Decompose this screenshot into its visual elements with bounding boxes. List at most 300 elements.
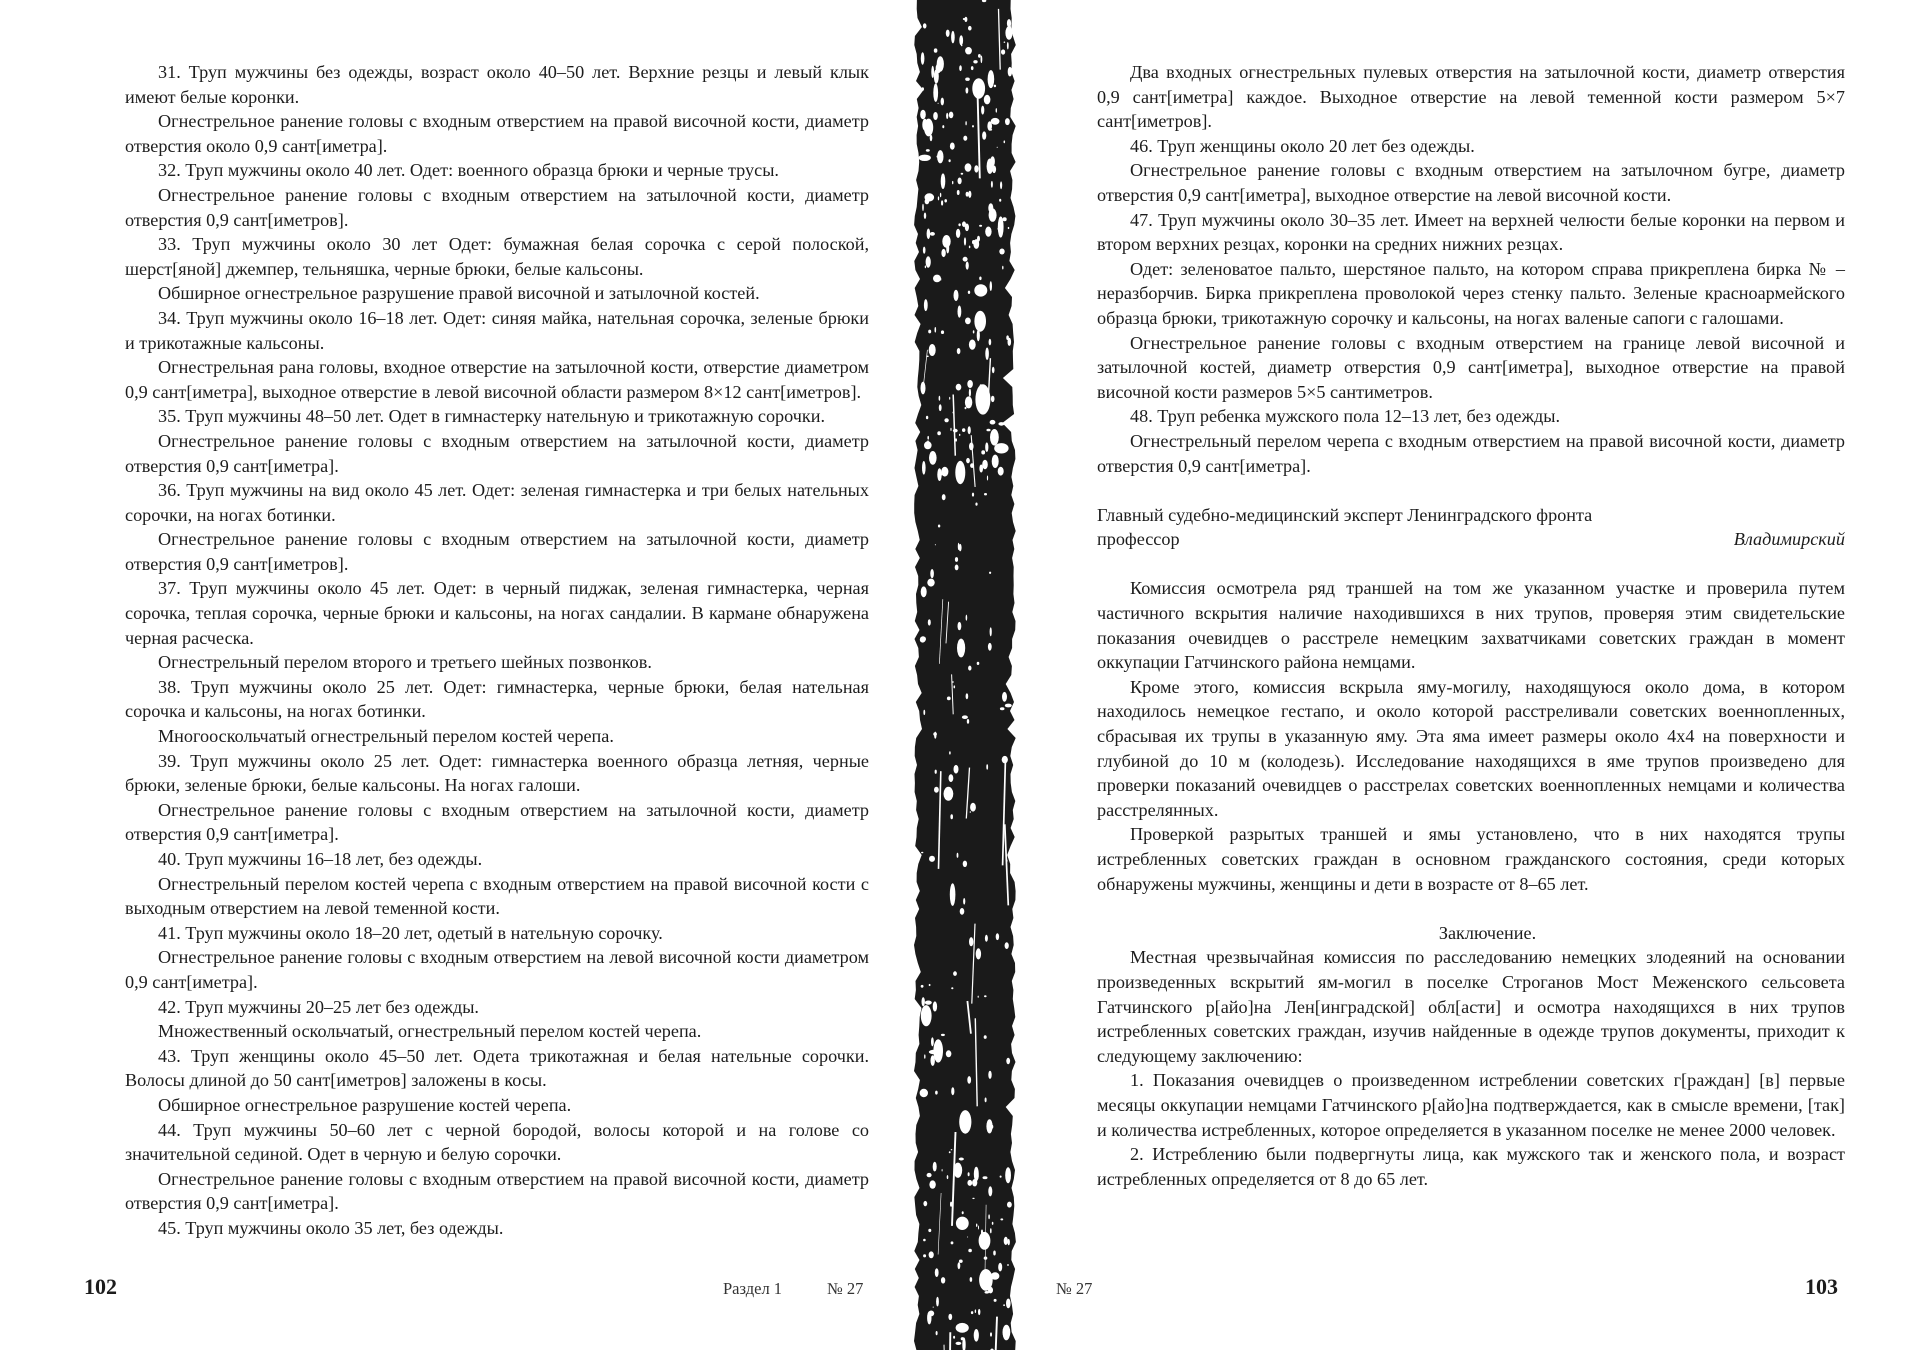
paragraph: 36. Труп мужчины на вид около 45 лет. Одет: зеленая гимнастерка и три белых нательных сорочки, на ногах ботинки.: [125, 480, 869, 525]
grunge-speck: [999, 249, 1004, 255]
grunge-speck: [1007, 1264, 1009, 1266]
grunge-speck: [923, 710, 925, 715]
grunge-speck: [959, 35, 963, 45]
grunge-speck: [963, 861, 967, 867]
grunge-speck: [923, 23, 927, 28]
grunge-speck: [998, 1263, 1002, 1272]
grunge-speck: [1004, 1237, 1008, 1245]
grunge-speck: [956, 1323, 969, 1333]
grunge-speck: [987, 121, 992, 130]
grunge-speck: [1008, 227, 1010, 229]
grunge-speck: [965, 407, 967, 410]
grunge-speck: [928, 619, 931, 625]
grunge-speck: [1002, 266, 1003, 270]
grunge-speck: [957, 348, 961, 354]
grunge-speck: [1000, 1218, 1003, 1220]
grunge-speck: [991, 181, 993, 188]
grunge-speck: [934, 732, 936, 739]
grunge-speck: [968, 1249, 972, 1253]
grunge-speck: [935, 770, 937, 774]
grunge-speck: [957, 190, 960, 195]
grunge-speck: [935, 1091, 938, 1095]
grunge-speck: [938, 525, 940, 528]
grunge-speck: [921, 586, 927, 597]
grunge-speck: [937, 468, 941, 481]
grunge-speck: [981, 450, 985, 454]
grunge-speck: [1003, 1304, 1005, 1306]
right-page: [1020, 0, 1920, 1355]
grunge-speck: [932, 1185, 935, 1187]
grunge-speck: [929, 344, 936, 356]
grunge-speck: [976, 948, 981, 959]
signature-title: профессор: [1097, 529, 1180, 550]
grunge-speck: [951, 987, 953, 989]
grunge-speck: [933, 1307, 934, 1308]
grunge-speck: [964, 237, 966, 245]
grunge-speck: [958, 543, 960, 550]
grunge-speck: [946, 113, 948, 119]
grunge-speck: [925, 199, 930, 205]
paragraph: 46. Труп женщины около 20 лет без одежды.: [1130, 135, 1475, 156]
grunge-speck: [1000, 181, 1002, 189]
grunge-speck: [958, 622, 962, 630]
grunge-speck: [970, 1277, 973, 1282]
grunge-speck: [986, 1238, 989, 1239]
grunge-speck: [1007, 1202, 1012, 1208]
grunge-speck: [950, 428, 951, 431]
grunge-speck: [953, 971, 957, 976]
grunge-speck: [1005, 942, 1009, 949]
grunge-speck: [990, 1125, 994, 1129]
grunge-speck: [949, 397, 950, 400]
grunge-speck: [997, 147, 998, 148]
paragraph: 39. Труп мужчины около 25 лет. Одет: гимнастерка военного образца летняя, черные брюки, зеленые брюки, белые кальсоны. На ногах галоши.: [125, 750, 869, 796]
grunge-speck: [988, 1186, 992, 1196]
grunge-speck: [937, 431, 941, 435]
grunge-speck: [934, 787, 939, 793]
grunge-speck: [929, 451, 937, 465]
signature-name: Владимирский: [1733, 529, 1845, 550]
page-number: 102: [84, 1274, 117, 1299]
grunge-speck: [984, 995, 987, 997]
grunge-speck: [981, 1230, 983, 1235]
grunge-speck: [961, 173, 964, 175]
grunge-speck: [941, 330, 944, 334]
signature-block: [1097, 503, 1845, 552]
grunge-speck: [941, 98, 944, 106]
grunge-speck: [930, 569, 934, 578]
grunge-speck: [994, 443, 1008, 453]
grunge-speck: [920, 110, 926, 119]
grunge-speck: [933, 112, 938, 120]
grunge-speck: [993, 1251, 996, 1256]
paragraph: Два входных огнестрельных пулевых отверстия на затылочной кости, диаметр отверстия 0,9 сант[иметра] каждое. Выходное отверстие на левой теменной кости размером 5×7 сант[иметров].: [1097, 62, 1845, 132]
grunge-speck: [935, 327, 937, 333]
running-head-section: Раздел 1: [723, 1279, 783, 1298]
grunge-speck: [970, 803, 976, 812]
grunge-speck: [957, 853, 959, 858]
grunge-speck: [965, 47, 972, 54]
grunge-speck: [991, 396, 995, 402]
grunge-speck: [944, 418, 948, 422]
grunge-speck: [941, 1277, 945, 1283]
grunge-speck: [981, 56, 983, 64]
grunge-speck: [922, 997, 925, 1006]
grunge-speck: [925, 1001, 932, 1005]
grunge-speck: [963, 257, 968, 262]
grunge-speck: [959, 434, 960, 436]
paragraph: Огнестрельная рана головы, входное отверстие на затылочной кости, отверстие диаметром 0,9 сант[иметра], выходное отверстие в левой височной области размером 8×12 сант[иметров].: [125, 357, 869, 402]
grunge-speck: [966, 615, 968, 621]
grunge-speck: [935, 544, 936, 545]
grunge-speck: [938, 196, 939, 200]
grunge-speck: [951, 31, 955, 43]
grunge-speck: [964, 17, 967, 22]
grunge-speck: [930, 135, 933, 141]
grunge-speck: [990, 1332, 992, 1336]
grunge-speck: [923, 1254, 926, 1257]
grunge-speck: [989, 572, 991, 574]
paragraph: 1. Показания очевидцев о произведенном истреблении советских г[раждан] [в] первые месяцы оккупации немцами Гатчинского р[айо]на подтверждается, как в смысле времени, [так] и количества истребленных, которое определяется в указанном поселке не менее 2000 человек.: [1097, 1070, 1845, 1140]
grunge-speck: [949, 159, 951, 162]
grunge-speck: [985, 227, 991, 237]
grunge-speck: [989, 208, 997, 221]
grunge-speck: [966, 192, 969, 197]
grunge-speck: [971, 1311, 973, 1314]
grunge-speck: [935, 1268, 939, 1277]
grunge-speck: [929, 1251, 934, 1258]
grunge-speck: [928, 1311, 934, 1317]
grunge-speck: [920, 636, 926, 642]
grunge-speck: [978, 1309, 980, 1315]
grunge-speck: [953, 1336, 955, 1339]
grunge-speck: [988, 1214, 990, 1219]
grunge-speck: [950, 814, 953, 819]
grunge-speck: [942, 494, 946, 500]
grunge-speck: [958, 178, 962, 185]
grunge-speck: [948, 1314, 952, 1320]
grunge-speck: [992, 1222, 994, 1225]
grunge-speck: [974, 165, 978, 172]
grunge-speck: [967, 380, 973, 388]
signature-row: [1097, 527, 1845, 552]
grunge-speck: [921, 52, 925, 64]
grunge-speck: [954, 765, 959, 774]
paragraph: Огнестрельный перелом костей черепа с входным отверстием на правой височной кости с выходным отверстием на левой теменной кости.: [125, 873, 869, 919]
grunge-speck: [951, 1241, 954, 1244]
grunge-speck: [931, 1037, 934, 1046]
grunge-speck: [999, 199, 1001, 202]
grunge-speck: [951, 1087, 954, 1095]
grunge-speck: [958, 306, 962, 318]
grunge-speck: [967, 719, 969, 724]
paragraph: Местная чрезвычайная комиссия по расследованию немецких злодеяний на основании произведенных вскрытий ям-могил в поселке Строганов Мост Меженского сельсовета Гатчинского р[айо]на Лен[инградской] обл[асти] и осмотра находящихся в них трупов истребленных советских граждан, изучив найденные в одежде трупов документы, приходит к следующему заключению:: [1097, 947, 1845, 1066]
signature-position: Главный судебно-медицинский эксперт Ленинградского фронта: [1097, 504, 1593, 525]
grunge-speck: [987, 476, 988, 481]
grunge-speck: [996, 933, 999, 940]
grunge-speck: [963, 136, 967, 141]
grunge-speck: [929, 1180, 935, 1188]
grunge-speck: [924, 1054, 925, 1058]
paragraph: Одет: зеленоватое пальто, шерстяное пальто, на котором справа прикреплена бирка № – неразборчив. Бирка прикреплена проволокой через стенку пальто. Зеленые красноармейского образца брюки, трикотажную сорочку и кальсоны, на ногах валеные сапоги с галошами.: [1097, 258, 1845, 328]
grunge-speck: [962, 428, 965, 432]
grunge-speck: [984, 493, 987, 495]
paragraph: 32. Труп мужчины около 40 лет. Одет: военного образца брюки и черные трусы.: [158, 160, 779, 181]
grunge-speck: [959, 1110, 971, 1134]
grunge-speck: [933, 84, 938, 102]
grunge-speck: [952, 181, 953, 184]
grunge-speck: [955, 461, 965, 484]
grunge-speck: [1002, 692, 1007, 702]
paragraph: Огнестрельное ранение головы с входным отверстием на затылочной кости, диаметр отверстия 0,9 сант[иметра].: [125, 430, 869, 476]
grunge-speck: [1004, 42, 1006, 43]
paragraph: 34. Труп мужчины около 16–18 лет. Одет: синяя майка, нательная сорочка, зеленые брюки и трикотажные кальсоны.: [125, 307, 869, 353]
grunge-speck: [931, 66, 934, 78]
grunge-speck: [996, 108, 997, 113]
grunge-speck: [956, 229, 960, 238]
grunge-speck: [969, 389, 971, 397]
grunge-speck: [920, 1089, 928, 1097]
grunge-speck: [952, 681, 953, 683]
grunge-speck: [962, 715, 968, 719]
grunge-speck: [961, 45, 962, 46]
paragraph: Комиссия осмотрела ряд траншей на том же указанном участке и проверила путем частичного вскрытия наличие находившихся в них трупов, проверяя этим свидетельские показания очевидцев о расстреле немецким захватчиками советских граждан в момент оккупации Гатчинского района немцами.: [1097, 578, 1845, 673]
grunge-speck: [998, 467, 1004, 476]
grunge-speck: [966, 87, 969, 93]
paragraph: Огнестрельное ранение головы с входным отверстием на затылочной кости, диаметр отверстия 0,9 сант[иметров].: [125, 529, 869, 574]
grunge-speck: [934, 48, 938, 52]
grunge-speck: [970, 811, 971, 813]
grunge-speck: [955, 557, 958, 562]
grunge-speck: [985, 442, 988, 452]
grunge-speck: [978, 1226, 979, 1230]
grunge-speck: [962, 1211, 964, 1214]
grunge-speck: [1003, 217, 1007, 221]
grunge-speck: [927, 229, 931, 240]
grunge-speck: [947, 1175, 949, 1179]
grunge-speck: [959, 1158, 964, 1161]
grunge-speck: [974, 311, 986, 332]
paragraph: Обширное огнестрельное разрушение костей черепа.: [158, 1094, 572, 1115]
grunge-speck: [924, 299, 928, 311]
grunge-speck: [991, 1272, 1000, 1279]
grunge-speck: [979, 277, 981, 281]
grunge-speck: [954, 290, 959, 301]
grunge-speck: [984, 95, 991, 105]
grunge-speck: [988, 1282, 989, 1283]
grunge-speck: [968, 26, 972, 31]
grunge-speck: [933, 1001, 937, 1011]
grunge-speck: [938, 103, 939, 104]
left-page-text-column: [125, 60, 869, 1241]
grunge-speck: [966, 262, 969, 270]
grunge-speck: [990, 1228, 992, 1233]
page-number: 103: [1805, 1274, 1838, 1299]
paragraph: Огнестрельный перелом второго и третьего шейных позвонков.: [158, 652, 652, 673]
grunge-speck: [972, 125, 974, 127]
grunge-speck: [946, 30, 950, 37]
paragraph: Множественный оскольчатый, огнестрельный перелом костей черепа.: [158, 1021, 702, 1042]
grunge-speck: [979, 465, 983, 473]
grunge-speck: [929, 1050, 940, 1055]
grunge-speck: [958, 1262, 961, 1269]
grunge-speck: [921, 852, 923, 854]
paragraph: Проверкой разрытых траншей и ямы установлено, что в них находятся трупы истребленных советских граждан в основном гражданского состояния, среди которых обнаружены мужчины, женщины и дети в возрасте от 8–65 лет.: [1097, 824, 1845, 894]
grunge-speck: [990, 420, 996, 425]
grunge-speck: [929, 984, 931, 986]
grunge-speck: [921, 1005, 932, 1026]
grunge-speck: [974, 1329, 979, 1342]
grunge-speck: [1004, 140, 1006, 143]
grunge-speck: [975, 503, 977, 506]
grunge-speck: [994, 85, 996, 88]
paragraph: Огнестрельное ранение головы с входным отверстием на правой височной кости, диаметр отверстия 0,9 сант[иметра].: [125, 1168, 869, 1214]
grunge-speck: [985, 348, 989, 360]
grunge-speck: [944, 787, 954, 801]
paragraph: 47. Труп мужчины около 30–35 лет. Имеет на верхней челюсти белые коронки на первом и втором верхних резцах, коронки на средних нижних резцах.: [1097, 209, 1845, 255]
grunge-speck: [962, 221, 966, 227]
running-head-document-number: № 27: [1056, 1279, 1093, 1298]
paragraph: 48. Труп ребенка мужского пола 12–13 лет, без одежды.: [1130, 406, 1561, 427]
paragraph: Огнестрельное ранение головы с входным отверстием на затылочном бугре, диаметр отверстия 0,9 сант[иметра], выходное отверстие на левой височной кости.: [1097, 160, 1845, 205]
grunge-speck: [927, 440, 929, 442]
grunge-speck: [983, 1176, 988, 1179]
grunge-speck: [950, 143, 955, 150]
grunge-speck: [937, 155, 939, 157]
grunge-speck: [968, 426, 971, 434]
grunge-speck: [982, 460, 988, 469]
grunge-speck: [1001, 49, 1005, 54]
conclusion-heading: Заключение.: [1438, 922, 1537, 943]
grunge-speck: [965, 121, 966, 125]
grunge-speck: [998, 422, 1004, 426]
right-page-text-column: [1097, 60, 1845, 1191]
grunge-speck: [923, 247, 926, 254]
grunge-speck: [950, 883, 956, 906]
grunge-speck: [967, 1180, 972, 1186]
grunge-speck: [977, 330, 980, 342]
grunge-speck: [990, 627, 992, 636]
grunge-speck: [958, 223, 960, 226]
grunge-speck: [981, 106, 984, 115]
grunge-speck: [972, 240, 975, 244]
grunge-speck: [988, 643, 992, 651]
grunge-speck: [987, 159, 994, 174]
grunge-speck: [939, 396, 941, 401]
grunge-speck: [949, 1151, 951, 1153]
grunge-speck: [978, 996, 979, 998]
grunge-speck: [968, 666, 971, 671]
grunge-speck: [1008, 67, 1012, 77]
grunge-speck: [956, 384, 962, 391]
grunge-speck: [968, 191, 971, 198]
grunge-speck: [990, 281, 992, 291]
grunge-speck: [922, 119, 927, 131]
grunge-speck: [1008, 1239, 1010, 1245]
grunge-speck: [1005, 1167, 1011, 1183]
grunge-speck: [957, 639, 965, 658]
grunge-speck: [922, 461, 926, 475]
paragraph: 40. Труп мужчины 16–18 лет, без одежды.: [158, 849, 483, 869]
grunge-speck: [992, 367, 995, 373]
grunge-speck: [989, 339, 992, 346]
grunge-speck: [960, 908, 965, 915]
paragraph: 42. Труп мужчины 20–25 лет без одежды.: [158, 996, 479, 1017]
grunge-speck: [951, 1149, 953, 1150]
paragraph: 2. Истреблению были подвергнуты лица, как мужского так и женского пола, и возраст истребленных определяется от 8 до 65 лет.: [1097, 1144, 1845, 1189]
grunge-speck: [994, 1299, 997, 1302]
grunge-speck: [936, 63, 942, 73]
gutter-decorative-strip: [912, 0, 1020, 1355]
grunge-speck: [990, 1349, 994, 1356]
grunge-speck: [940, 193, 941, 198]
grunge-speck: [926, 416, 928, 420]
grunge-speck: [928, 330, 931, 334]
grunge-speck: [985, 935, 988, 942]
grunge-texture: [912, 0, 1020, 1355]
grunge-speck: [1005, 26, 1012, 40]
paragraph: 41. Труп мужчины около 18–20 лет, одетый в нательную сорочку.: [158, 922, 663, 943]
grunge-speck: [923, 1201, 927, 1206]
grunge-speck: [1005, 118, 1010, 125]
paragraph: 37. Труп мужчины около 45 лет. Одет: в черный пиджак, зеленая гимнастерка, черная сорочка, теплая сорочка, черные брюки и кальсоны, на ногах сандалии. В кармане обнаружена черная расческа.: [125, 578, 869, 648]
grunge-speck: [971, 66, 974, 70]
grunge-speck: [946, 1050, 952, 1057]
paragraph: Огнестрельное ранение головы с входным отверстием на левой височной кости диаметром 0,9 сант[иметра].: [125, 947, 869, 992]
grunge-speck: [984, 1035, 987, 1039]
paragraph: Кроме этого, комиссия вскрыла яму-могилу, находящуюся около дома, в котором находилось немецкое гестапо, и около которой расстреливали советских военнопленных, сбрасывая их трупы в указанную яму. Эта яма имеет размеры около 4х4 на поверхности и глубиной до 10 м (колодезь). Исследование находящихся в яме трупов произведено для проверки показаний очевидцев о расстрелах советских военнопленных немцами и количества расстрелянных.: [1097, 676, 1845, 820]
grunge-speck: [982, 131, 986, 139]
grunge-speck: [972, 493, 974, 497]
grunge-speck: [990, 429, 999, 446]
grunge-speck: [947, 697, 951, 701]
grunge-speck: [1000, 707, 1005, 710]
grunge-speck: [941, 467, 948, 477]
grunge-speck: [976, 1224, 977, 1227]
grunge-speck: [927, 436, 929, 440]
grunge-speck: [944, 199, 947, 202]
grunge-speck: [956, 1342, 962, 1345]
grunge-speck: [973, 330, 975, 333]
grunge-speck: [931, 1055, 935, 1066]
grunge-speck: [936, 1297, 939, 1307]
grunge-speck: [1003, 1328, 1010, 1340]
grunge-speck: [941, 1034, 945, 1036]
grunge-speck: [942, 235, 950, 248]
grunge-speck: [966, 458, 970, 463]
grunge-speck: [922, 204, 924, 211]
grunge-speck: [929, 856, 935, 862]
grunge-speck: [956, 1217, 969, 1230]
running-head-document-number: № 27: [827, 1279, 864, 1298]
grunge-speck: [959, 65, 962, 71]
grunge-speck: [978, 54, 981, 58]
grunge-speck: [1006, 1299, 1011, 1309]
grunge-speck: [991, 118, 1000, 125]
grunge-band: [914, 0, 1016, 1350]
grunge-speck: [968, 291, 970, 294]
grunge-speck: [1000, 1176, 1002, 1178]
grunge-speck: [923, 1239, 926, 1242]
grunge-speck: [965, 78, 970, 81]
grunge-speck: [927, 579, 934, 587]
grunge-speck: [965, 396, 972, 408]
paragraph: Огнестрельное ранение головы с входным отверстием на затылочной кости, диаметр отверстия 0,9 сант[иметра].: [125, 799, 869, 845]
grunge-speck: [986, 429, 990, 432]
grunge-speck: [967, 1076, 971, 1084]
grunge-speck: [930, 232, 935, 236]
grunge-speck: [954, 685, 956, 688]
